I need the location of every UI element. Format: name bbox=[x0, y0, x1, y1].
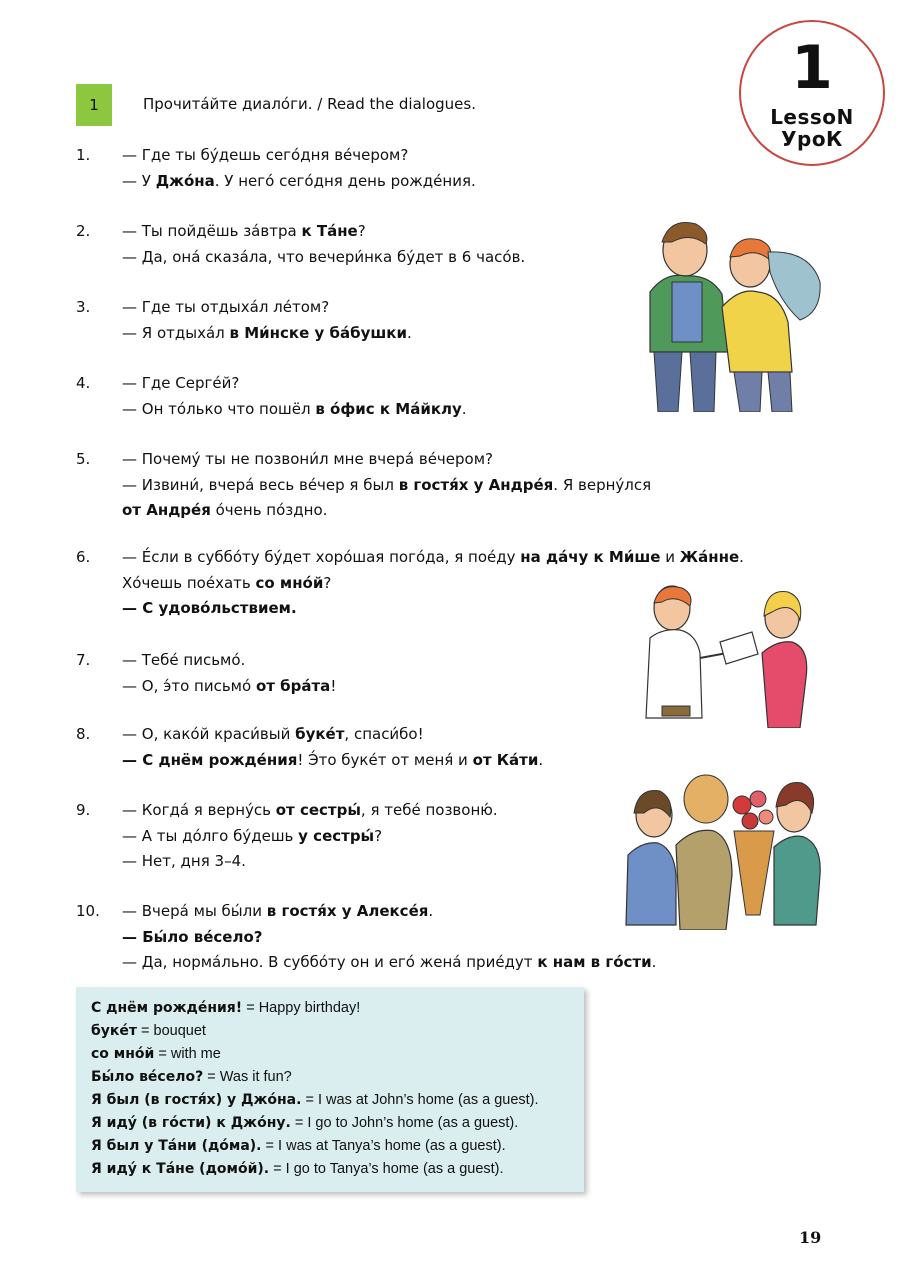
dialogue-line bbox=[76, 674, 336, 700]
vocab-english: = I was at Tanya’s home (as a guest). bbox=[261, 1138, 506, 1154]
dialogue-4 bbox=[76, 371, 467, 422]
text-segment: — Он то́лько что пошёл bbox=[122, 399, 316, 418]
lesson-label-en: LessoN bbox=[770, 105, 854, 129]
exercise-title: Прочита́йте диало́ги. / Read the dialogues. bbox=[143, 95, 476, 113]
vocab-english: = I was at John’s home (as a guest). bbox=[301, 1092, 539, 1108]
bold-phrase: со мно́й bbox=[255, 573, 324, 592]
text-segment: — Вчера́ мы бы́ли bbox=[122, 902, 267, 920]
text-segment: — Да, она́ сказа́ла, что вечери́нка бу́дет в 6 часо́в. bbox=[122, 247, 526, 266]
text-segment: , я тебе́ позвоню́. bbox=[360, 801, 498, 819]
bold-phrase: в гостя́х у Андре́я bbox=[398, 475, 554, 494]
text-segment: . bbox=[406, 323, 412, 342]
vocab-entry bbox=[91, 1066, 292, 1088]
dialogue-number: 8. bbox=[76, 725, 91, 743]
vocabulary-box bbox=[76, 987, 584, 1192]
vocab-russian: буке́т bbox=[91, 1023, 138, 1039]
dialogue-number: 10. bbox=[76, 902, 100, 920]
dialogue-number: 6. bbox=[76, 548, 91, 566]
lesson-label-ru: УроК bbox=[781, 127, 843, 151]
dialogue-line bbox=[76, 473, 651, 499]
dialogue-line bbox=[76, 798, 498, 824]
vocab-entry bbox=[91, 1020, 206, 1042]
text-segment: — Нет, дня 3–4. bbox=[122, 852, 246, 870]
dialogue-line bbox=[76, 950, 656, 976]
bold-phrase: в Ми́нске у ба́бушки bbox=[229, 323, 407, 342]
vocab-english: = Happy birthday! bbox=[242, 1000, 361, 1016]
vocab-english: = with me bbox=[154, 1046, 221, 1062]
dialogue-line bbox=[76, 371, 467, 397]
text-segment: о́чень по́здно. bbox=[210, 501, 328, 519]
dialogue-2 bbox=[76, 219, 525, 270]
bold-phrase: к нам в го́сти bbox=[537, 953, 652, 971]
dialogue-line bbox=[76, 447, 651, 473]
vocab-entry bbox=[91, 1135, 506, 1157]
text-segment: — Да, норма́льно. В суббо́ту он и его́ жена́ прие́дут bbox=[122, 953, 538, 971]
bold-phrase: от сестры́ bbox=[275, 801, 361, 819]
vocab-english: = I go to Tanya’s home (as a guest). bbox=[269, 1161, 504, 1177]
dialogue-7 bbox=[76, 648, 336, 699]
text-segment: . bbox=[428, 902, 434, 920]
dialogue-line bbox=[76, 648, 336, 674]
text-segment: — О, како́й краси́вый bbox=[122, 725, 296, 743]
vocab-entry bbox=[91, 997, 360, 1019]
text-segment: — Где ты бу́дешь сего́дня ве́чером? bbox=[122, 146, 409, 164]
text-segment: — Почему́ ты не позвони́л мне вчера́ ве́чером? bbox=[122, 450, 493, 468]
dialogue-number: 3. bbox=[76, 298, 91, 316]
bold-phrase: — С днём рожде́ния bbox=[122, 750, 298, 769]
bold-phrase: к Та́не bbox=[301, 222, 358, 240]
text-segment: и bbox=[660, 548, 680, 566]
vocab-russian: Бы́ло ве́село? bbox=[91, 1069, 204, 1085]
vocab-russian: Я был у Та́ни (до́ма). bbox=[91, 1138, 262, 1154]
text-segment: — Е́сли в суббо́ту бу́дет хоро́шая пого́да, я пое́ду bbox=[122, 548, 521, 566]
exercise-number: 1 bbox=[76, 84, 112, 126]
text-segment: . bbox=[739, 548, 744, 566]
vocab-english: = I go to John’s home (as a guest). bbox=[290, 1115, 519, 1131]
vocab-russian: Я был (в гостя́х) у Джо́на. bbox=[91, 1092, 302, 1108]
illustration-bouquet bbox=[614, 765, 829, 930]
bold-phrase: от Андре́я bbox=[122, 501, 211, 519]
text-segment: ? bbox=[374, 826, 383, 845]
bold-phrase: от бра́та bbox=[255, 676, 331, 695]
vocab-entry bbox=[91, 1112, 518, 1134]
dialogue-3 bbox=[76, 295, 412, 346]
bold-phrase: в гостя́х у Алексе́я bbox=[266, 902, 429, 920]
dialogue-number: 7. bbox=[76, 651, 91, 669]
bold-phrase: — Бы́ло ве́село? bbox=[122, 927, 263, 946]
dialogue-line bbox=[76, 748, 543, 774]
bold-phrase: от Ка́ти bbox=[472, 750, 539, 769]
lesson-number: 1 bbox=[791, 33, 833, 103]
bold-phrase: — С удово́льствием. bbox=[122, 599, 297, 617]
text-segment: — Тебе́ письмо́. bbox=[122, 651, 246, 669]
text-segment: — Я отдыха́л bbox=[122, 323, 230, 342]
dialogue-line bbox=[76, 498, 651, 524]
dialogue-line bbox=[76, 397, 467, 423]
dialogue-number: 9. bbox=[76, 801, 91, 819]
vocab-entry bbox=[91, 1158, 504, 1180]
lesson-badge bbox=[739, 20, 885, 166]
dialogue-number: 4. bbox=[76, 374, 91, 392]
illustration-letter bbox=[632, 578, 822, 728]
vocab-english: = Was it fun? bbox=[203, 1069, 292, 1085]
dialogue-line bbox=[76, 899, 656, 925]
dialogue-number: 2. bbox=[76, 222, 91, 240]
vocab-english: = bouquet bbox=[137, 1023, 206, 1039]
text-segment: . Я верну́лся bbox=[553, 475, 652, 494]
text-segment: — А ты до́лго бу́дешь bbox=[122, 826, 299, 845]
dialogue-10 bbox=[76, 899, 656, 976]
text-segment: — Где ты отдыха́л ле́том? bbox=[122, 298, 330, 316]
text-segment: — Ты пойдёшь за́втра bbox=[122, 222, 302, 240]
page-number: 19 bbox=[799, 1228, 822, 1247]
text-segment: — Когда́ я верну́сь bbox=[122, 801, 276, 819]
text-segment: — Извини́, вчера́ весь ве́чер я был bbox=[122, 475, 399, 494]
dialogue-line bbox=[76, 219, 525, 245]
text-segment: . bbox=[461, 399, 467, 418]
dialogue-line bbox=[76, 143, 476, 169]
bold-phrase: в о́фис к Ма́йклу bbox=[315, 399, 462, 418]
dialogue-5 bbox=[76, 447, 651, 524]
bold-phrase: буке́т bbox=[295, 725, 345, 743]
text-segment: . bbox=[538, 750, 544, 769]
text-segment: ? bbox=[323, 573, 332, 592]
text-segment: . bbox=[651, 953, 657, 971]
vocab-entry bbox=[91, 1089, 539, 1111]
dialogue-1 bbox=[76, 143, 476, 194]
illustration-two-friends bbox=[610, 212, 830, 412]
text-segment: ! Э́то буке́т от меня́ и bbox=[297, 750, 473, 769]
vocab-russian: С днём рожде́ния! bbox=[91, 1000, 243, 1016]
dialogue-line bbox=[76, 245, 525, 271]
dialogue-line bbox=[76, 849, 498, 875]
bold-phrase: на да́чу к Ми́ше bbox=[520, 548, 661, 566]
dialogue-line bbox=[76, 925, 656, 951]
dialogue-number: 5. bbox=[76, 450, 91, 468]
vocab-russian: Я иду́ к Та́не (домо́й). bbox=[91, 1161, 270, 1177]
vocab-entry bbox=[91, 1043, 221, 1065]
dialogue-line bbox=[76, 169, 476, 195]
dialogue-line bbox=[76, 722, 543, 748]
dialogue-line bbox=[76, 545, 744, 571]
dialogue-line bbox=[76, 824, 498, 850]
bold-phrase: Джо́на bbox=[155, 171, 215, 190]
dialogue-line bbox=[76, 321, 412, 347]
dialogue-9 bbox=[76, 798, 498, 875]
dialogue-number: 1. bbox=[76, 146, 91, 164]
text-segment: — О, э́то письмо́ bbox=[122, 676, 256, 695]
text-segment: , спаси́бо! bbox=[344, 725, 424, 743]
dialogue-line bbox=[76, 295, 412, 321]
text-segment: . У него́ сего́дня день рожде́ния. bbox=[214, 171, 476, 190]
dialogue-8 bbox=[76, 722, 543, 773]
vocab-russian: Я иду́ (в го́сти) к Джо́ну. bbox=[91, 1115, 291, 1131]
text-segment: ! bbox=[330, 676, 337, 695]
text-segment: — Где Серге́й? bbox=[122, 374, 240, 392]
text-segment: — У bbox=[122, 171, 156, 190]
text-segment: Хо́чешь пое́хать bbox=[122, 573, 256, 592]
text-segment: ? bbox=[357, 222, 366, 240]
bold-phrase: Жа́нне bbox=[679, 548, 740, 566]
bold-phrase: у сестры́ bbox=[298, 826, 375, 845]
vocab-russian: со мно́й bbox=[91, 1046, 155, 1062]
